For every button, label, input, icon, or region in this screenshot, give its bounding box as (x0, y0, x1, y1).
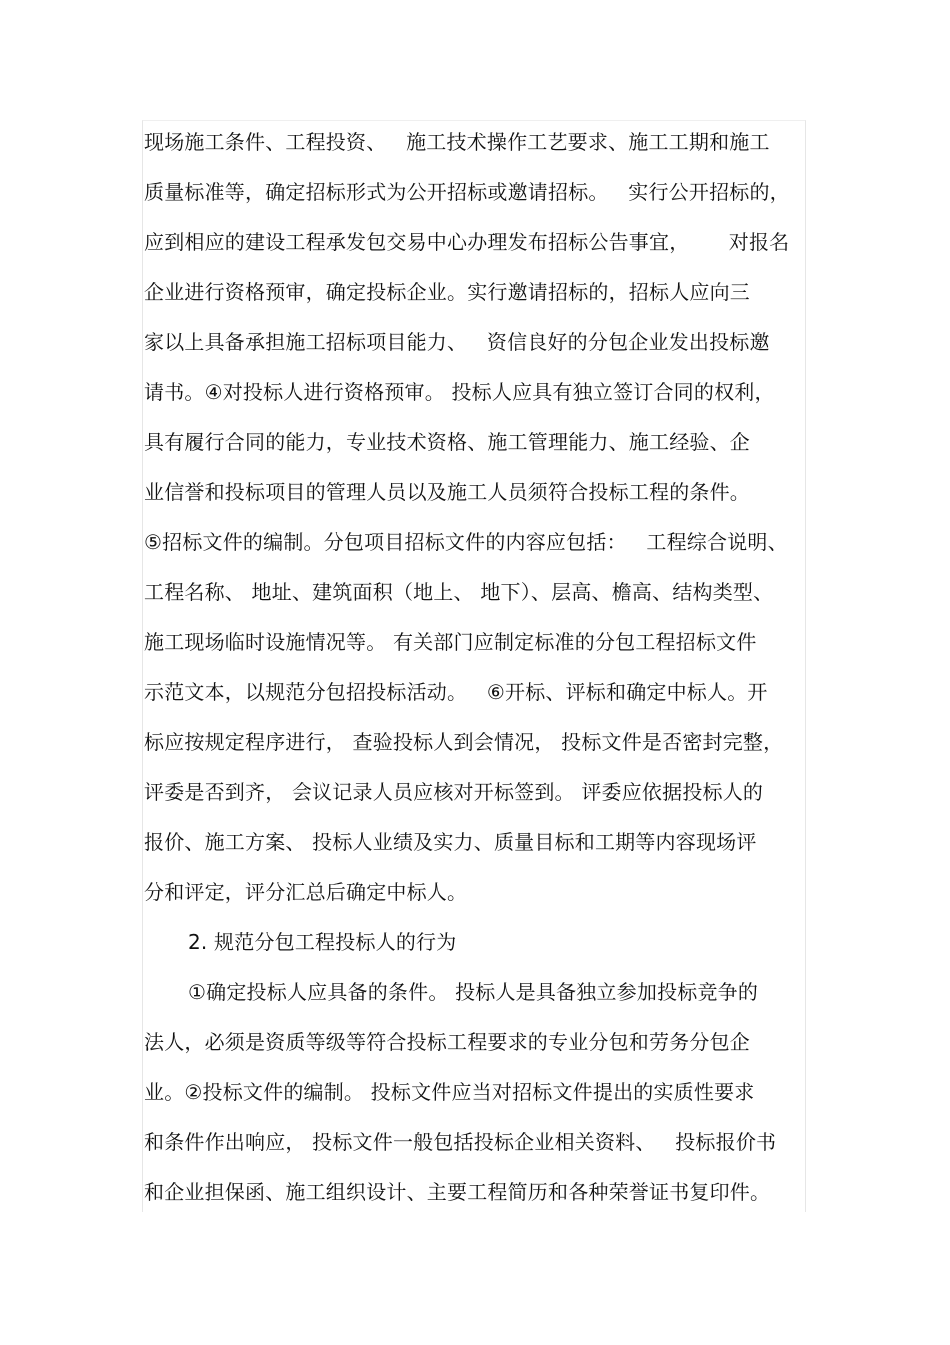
text-line: ①确定投标人应具备的条件。 投标人是具备独立参加投标竞争的 (188, 980, 759, 1004)
text-line: 2. 规范分包工程投标人的行为 (188, 930, 457, 954)
text-line: 标应按规定程序进行， 查验投标人到会情况， 投标文件是否密封完整， (144, 730, 784, 754)
text-line: 工程名称、 地址、建筑面积（地上、 地下）、层高、檐高、结构类型、 (144, 580, 774, 604)
text-line: 法人，必须是资质等级等符合投标工程要求的专业分包和劳务分包企 (144, 1030, 750, 1054)
text-line: 评委是否到齐， 会议记录人员应核对开标签到。 评委应依据投标人的 (144, 780, 764, 804)
text-line: 报价、施工方案、 投标人业绩及实力、质量目标和工期等内容现场评 (144, 830, 757, 854)
text-line: 和条件作出响应， 投标文件一般包括投标企业相关资料、 投标报价书 (144, 1130, 777, 1154)
text-line: 请书。④对投标人进行资格预审。 投标人应具有独立签订合同的权利， (144, 380, 775, 404)
text-line: 企业进行资格预审，确定投标企业。实行邀请招标的，招标人应向三 (144, 280, 750, 304)
text-line: 具有履行合同的能力，专业技术资格、施工管理能力、施工经验、企 (144, 430, 750, 454)
text-line: 业信誉和投标项目的管理人员以及施工人员须符合投标工程的条件。 (144, 480, 750, 504)
text-line: 现场施工条件、工程投资、 施工技术操作工艺要求、施工工期和施工 (144, 130, 770, 154)
text-line: 和企业担保函、施工组织设计、主要工程简历和各种荣誉证书复印件。 (144, 1180, 771, 1204)
text-line: 业。②投标文件的编制。 投标文件应当对招标文件提出的实质性要求 (144, 1080, 755, 1104)
text-line: 家以上具备承担施工招标项目能力、 资信良好的分包企业发出投标邀 (144, 330, 770, 354)
text-line: 应到相应的建设工程承发包交易中心办理发布招标公告事宜， 对报名 (144, 230, 790, 254)
text-line: ⑤招标文件的编制。分包项目招标文件的内容应包括： 工程综合说明、 (144, 530, 788, 554)
text-line: 施工现场临时设施情况等。 有关部门应制定标准的分包工程招标文件 (144, 630, 757, 654)
text-line: 质量标准等，确定招标形式为公开招标或邀请招标。 实行公开招标的， (144, 180, 790, 204)
text-line: 分和评定，评分汇总后确定中标人。 (144, 880, 468, 904)
text-line: 示范文本，以规范分包招投标活动。 ⑥开标、评标和确定中标人。开 (144, 680, 768, 704)
document-body (144, 117, 814, 1217)
